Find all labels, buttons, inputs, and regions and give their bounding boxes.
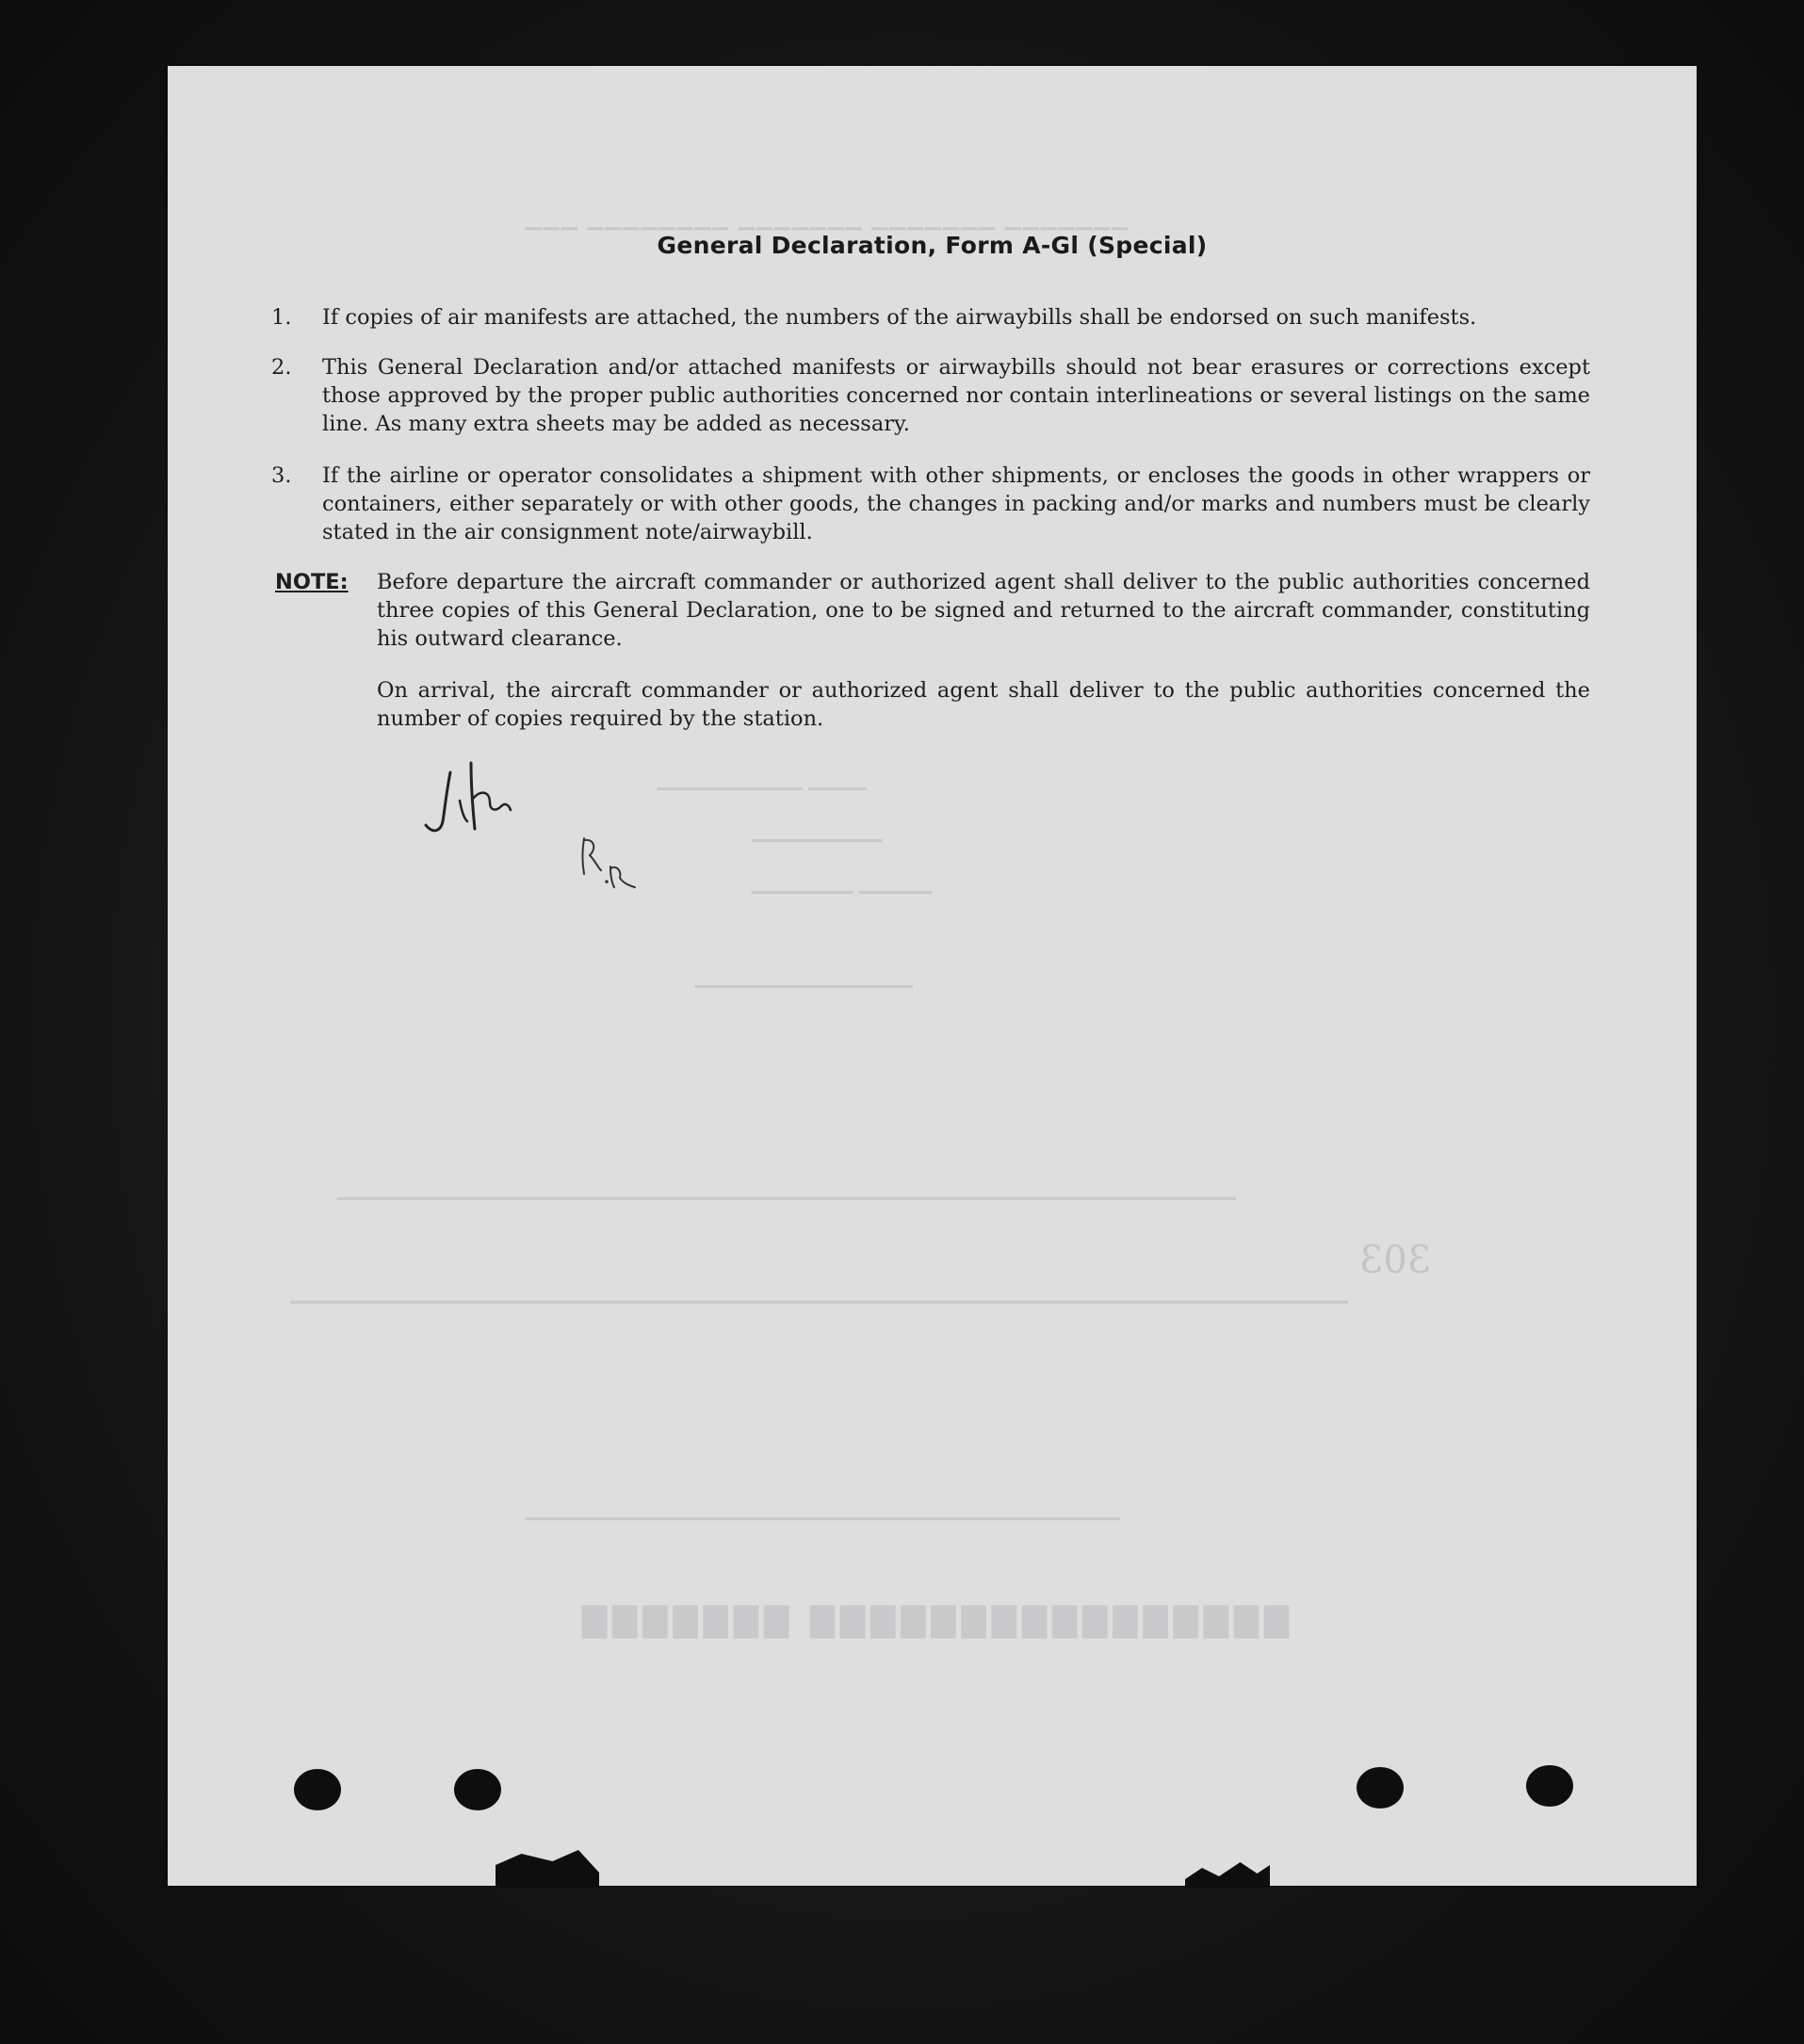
note-label: NOTE: xyxy=(275,570,349,594)
document-page xyxy=(168,66,1697,1886)
bleed-through-line: ▁▁▁▁▁▁▁▁▁▁▁▁▁▁▁▁▁▁▁▁▁▁▁▁▁▁▁▁▁▁▁▁▁▁▁▁▁▁▁▁▁▁▁▁▁▁▁▁▁▁▁▁▁▁▁▁▁▁▁▁▁▁ xyxy=(337,1177,1236,1200)
bleed-through-number: 303 xyxy=(1359,1239,1432,1282)
item-text: If copies of air manifests are attached, the numbers of the airwaybills shall be endorsed on such manifests. xyxy=(322,305,1477,330)
torn-edge xyxy=(496,1850,599,1888)
instruction-item-1 xyxy=(271,303,1590,332)
note-text: Before departure the aircraft commander or authorized agent shall deliver to the public authorities concerned three copies of this General Declaration, one to be signed and returned to the aircraft commander, constituting his outward clearance. xyxy=(377,570,1590,651)
torn-edge xyxy=(1185,1859,1270,1888)
punch-hole xyxy=(1357,1767,1404,1809)
bleed-through-line: ▁▁▁▁▁▁▁▁▁▁▁▁▁▁▁ xyxy=(695,965,913,988)
bleed-through-heading: ▇▇▇▇▇▇▇ ▇▇▇▇▇▇▇▇▇▇▇▇▇▇▇▇ xyxy=(582,1601,1295,1639)
item-text: If the airline or operator consolidates a shipment with other shipments, or encloses the goods in other wrappers or containers, either separately or with other goods, the changes in packing and/or marks and numbers must be clearly stated in the air consignment note/airwaybill. xyxy=(322,463,1590,544)
item-number: 3. xyxy=(271,463,292,488)
bleed-through-line: ▁▁▁▁▁▁▁▁▁▁ ▁▁▁▁ xyxy=(658,768,867,790)
item-number: 1. xyxy=(271,305,292,330)
item-number: 2. xyxy=(271,355,292,380)
instruction-item-3 xyxy=(271,462,1590,546)
bleed-through-line: ▁▁▁ ▁▁▁▁▁▁▁▁ ▁▁▁▁▁▁▁ ▁▁▁▁▁▁▁ ▁▁▁▁▁▁▁ xyxy=(526,207,1130,231)
instruction-item-2 xyxy=(271,353,1590,438)
punch-hole xyxy=(454,1769,501,1810)
bleed-through-line: ▁▁▁▁▁▁▁▁▁ xyxy=(752,819,883,842)
punch-hole xyxy=(294,1769,341,1810)
bleed-through-line: ▁▁▁▁▁▁▁ ▁▁▁▁▁ xyxy=(752,871,932,894)
note-block xyxy=(275,568,1590,653)
bleed-through-line: ▁▁▁▁▁▁▁▁▁▁▁▁▁▁▁▁▁▁▁▁▁▁▁▁▁▁▁▁▁▁▁▁▁▁▁▁▁▁▁▁▁▁▁▁▁▁▁▁▁▁▁▁▁▁▁▁▁▁▁▁▁▁▁▁▁▁▁▁▁▁▁▁▁ xyxy=(290,1281,1348,1304)
arrival-note: On arrival, the aircraft commander or authorized agent shall deliver to the public authorities concerned the number of copies required by the station. xyxy=(377,678,1590,731)
form-title: General Declaration, Form A-Gl (Special) xyxy=(657,232,1208,259)
handwritten-signature xyxy=(422,744,648,933)
bleed-through-line: ▁▁▁▁▁▁▁▁▁▁▁▁▁▁▁▁▁▁▁▁▁▁▁▁▁▁▁▁▁▁▁▁▁▁▁▁▁▁▁▁▁ xyxy=(526,1498,1120,1520)
item-text: This General Declaration and/or attached manifests or airwaybills should not bear erasures or corrections except those approved by the proper public authorities concerned nor contain interlineations or several listings on the same line. As many extra sheets may be added as necessary. xyxy=(322,355,1590,436)
punch-hole xyxy=(1526,1765,1573,1807)
